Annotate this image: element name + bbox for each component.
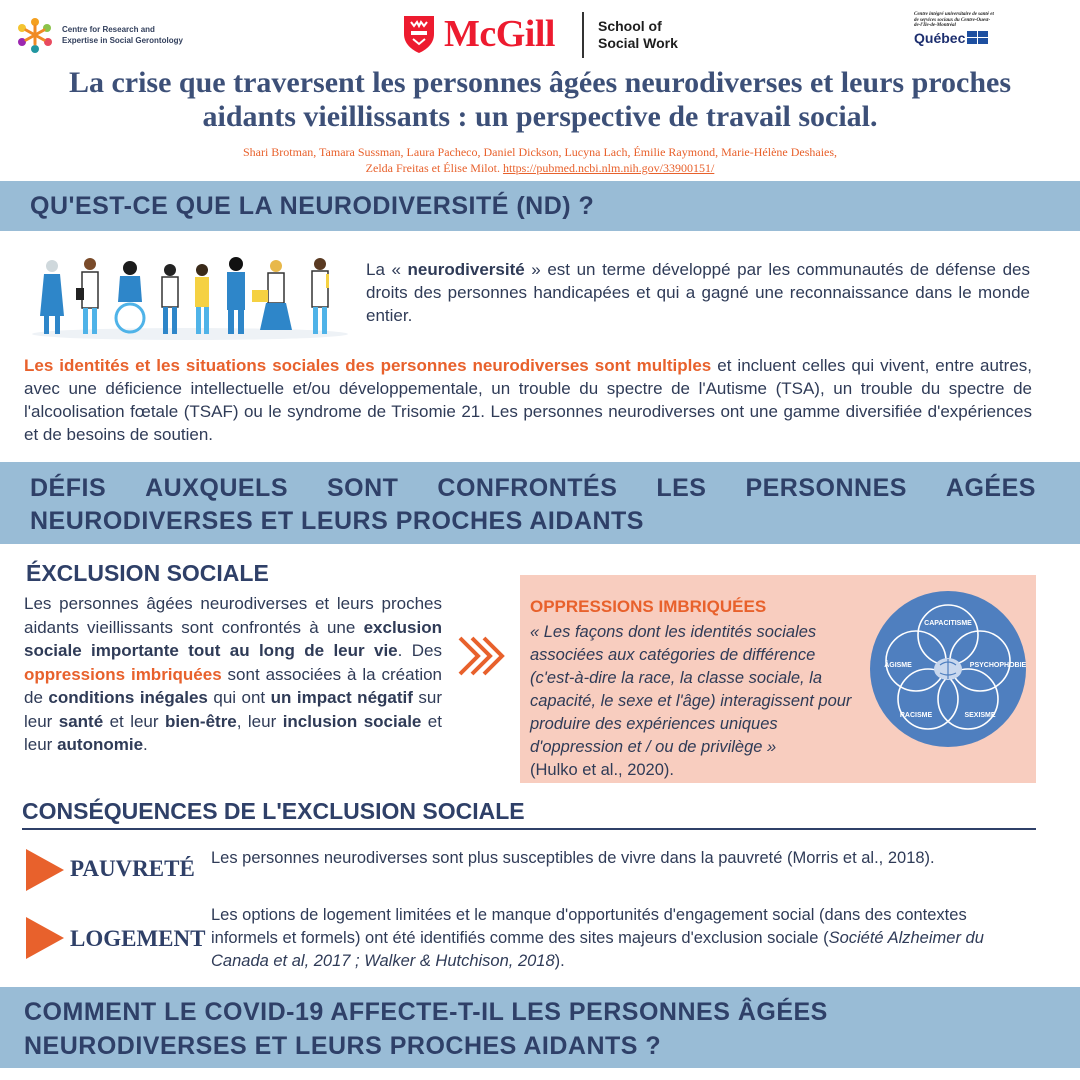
authors-names-line1: Shari Brotman, Tamara Sussman, Laura Pacheco, Daniel Dickson, Lucyna Lach, Émilie Raymond, Marie-Hélène Deshaies, [242,145,838,159]
challenges-heading-line1 [30,472,1036,505]
mcgill-shield-icon [402,14,436,54]
neurodiversity-definition [366,258,1030,327]
oppressions-quote [530,621,856,782]
authors-names-line2: Zelda Freitas et Élise Milot. [365,161,500,175]
consequences-divider [22,828,1036,830]
covid-heading-line2: NEURODIVERSES ET LEURS PROCHES AIDANTS ? [24,1032,662,1060]
school-name: School of Social Work [598,18,678,51]
section-neurodiversity-header [0,181,1080,231]
nd-highlight: Les identités et les situations sociales des personnes neurodiverses sont multiples [24,356,712,375]
heading-word: DÉFIS [30,474,107,502]
bold-run: santé [58,711,104,731]
intro-prefix: La « [366,260,408,279]
housing-citation: Société Alzheimer du Canada et al, 2017 ; Walker & Hutchison, 2018 [211,929,984,970]
venn-label-capacitisme: CAPACITISME [924,620,972,627]
challenges-heading-line2: NEURODIVERSES ET LEURS PROCHES AIDANTS [30,507,644,535]
ciusss-name: Centre intégré universitaire de santé et de services sociaux du Centre-Ouest-de-l'Île-de-Montréal [914,12,994,28]
housing-end: ). [554,952,565,970]
housing-text: Les options de logement limitées et le manque d'opportunités d'engagement social (dans des contextes informels et formels) ont été identifiés comme des sites majeurs d'exclusion sociale ( [211,906,967,947]
text-run: et leur [103,711,165,731]
gerontology-centre-logo [14,14,56,56]
quebec-wordmark [914,30,1024,46]
pubmed-link[interactable]: https://pubmed.ncbi.nlm.nih.gov/33900151/ [502,161,715,175]
text-run: et leur [24,711,442,754]
section-challenges-header [0,462,1080,544]
heading-word: CONFRONTÉS [437,474,618,502]
gerontology-centre-name: Centre for Research and Expertise in Social Gerontology [62,25,183,45]
triangle-bullet-icon [26,917,64,959]
fleur-de-lis-flag-icon [967,31,989,45]
venn-label-sexisme: SEXISME [964,712,996,719]
intro-rest: » est un terme développé par les communautés de défense des droits des personnes handicapées et qui a gagné une reconnaissance dans le monde entier. [366,260,1030,325]
triangle-bullet-icon [26,849,64,891]
exclusion-title: ÉXCLUSION SOCIALE [26,560,269,586]
person-1 [40,260,64,334]
bold-run: inclusion sociale [282,711,422,731]
intersectionality-venn-diagram [862,589,1034,749]
text-run: . [143,735,148,754]
consequence-text-housing [211,904,1037,973]
section-heading: QU'EST-CE QUE LA NEURODIVERSITÉ (ND) ? [30,191,595,220]
text-run: sont associées à la création de [24,664,443,707]
consequence-label-housing: LOGEMENT [70,926,206,951]
diverse-people-illustration [30,244,350,340]
heading-word: AUXQUELS [145,474,288,502]
mcgill-wordmark: McGill [444,13,555,55]
text-run: . Des [397,641,442,660]
venn-label-agisme: ÂGISME [884,662,912,669]
quebec-label: Québec [914,29,966,46]
text-run: qui ont [207,688,271,707]
venn-label-psychophobie: PSYCHOPHOBIE [969,662,1027,669]
bold-run: conditions inégales [48,688,208,707]
heading-word: LES [656,474,707,502]
exclusion-body [24,592,442,757]
bold-run: autonomie [57,735,144,754]
text-run: , leur [236,711,283,731]
poster-title: La crise que traversent les personnes âgées neurodiverses et leurs proches aidants vieillissants : un perspective de travail social. [68,66,1012,133]
text-run: sur leur [24,688,443,731]
double-chevron-right-icon [456,634,510,678]
section-covid-header [0,987,1080,1068]
nd-body-rest: et incluent celles qui vivent, entre autres, avec une déficience intellectuelle et/ou développementale, un trouble du spectre de l'Autisme (TSA), un trouble du spectre de l'alcoolisation fœtale (TSAF) ou le syndrome de Trisomie 21. Les personnes neurodiverses ont une gamme diversifiée d'expériences et de besoins de soutien. [24,356,1032,444]
heading-word: AGÉES [945,474,1036,502]
neurodiversity-description [24,354,1032,446]
intro-term: neurodiversité [407,260,525,279]
mcgill-divider [582,12,584,58]
bold-run: un impact négatif [270,688,413,707]
bold-run: bien-être [164,711,237,731]
authors [180,144,900,176]
brain-icon [934,658,962,680]
bold-run: exclusion sociale importante tout au long de leur vie [24,617,442,660]
header [0,0,1080,62]
quote-citation: (Hulko et al., 2020). [530,761,674,779]
consequence-label-poverty: PAUVRETÉ [70,856,195,881]
text-run: Les personnes âgées neurodiverses et leurs proches aidants vieillissants sont confrontés à une [24,594,442,637]
consequences-title: CONSÉQUENCES DE L'EXCLUSION SOCIALE [22,798,525,824]
heading-word: SONT [326,474,399,502]
covid-heading-line1: COMMENT LE COVID-19 AFFECTE-T-IL LES PERSONNES ÂGÉES [24,998,828,1026]
oppressions-box [520,575,1036,783]
highlight-run: oppressions imbriquées [24,664,222,684]
ciusss-logo [914,12,1024,46]
consequence-text-poverty: Les personnes neurodiverses sont plus susceptibles de vivre dans la pauvreté (Morris et al., 2018). [211,849,935,867]
venn-label-racisme: RACISME [899,712,933,719]
oppressions-title: OPPRESSIONS IMBRIQUÉES [530,597,767,616]
quote-text: « Les façons dont les identités sociales associées aux catégories de différence (c'est-à-dire la race, la classe sociale, la capacité, le sexe et l'âge) interagissent pour produire des expériences uniques d'oppression et / ou de privilège » [530,623,852,756]
heading-word: PERSONNES [745,474,907,502]
